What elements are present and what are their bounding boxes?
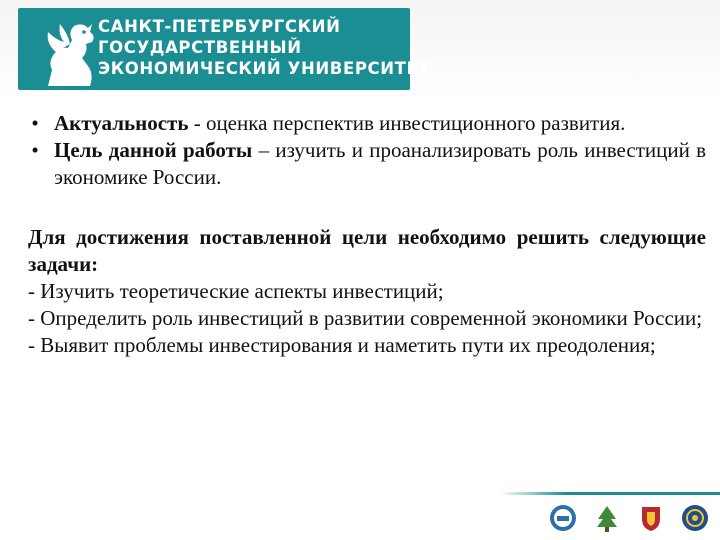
seal-icon bbox=[680, 503, 710, 533]
university-name bbox=[98, 16, 430, 79]
university-banner bbox=[18, 8, 431, 90]
tasks-heading bbox=[28, 224, 706, 278]
bullet-item-relevance bbox=[28, 110, 706, 137]
bullet-marker: • bbox=[31, 138, 39, 162]
task-item: - Выявит проблемы инвестирования и наметить пути их преодоления; bbox=[28, 333, 656, 357]
bullet-marker: • bbox=[31, 111, 39, 135]
bullet-item-goal bbox=[28, 137, 706, 191]
tasks-section bbox=[28, 224, 706, 359]
footer-logos bbox=[548, 500, 718, 536]
bullet-text: – изучить и проанализировать роль инвестиций в экономике России. bbox=[54, 138, 706, 189]
university-name-line-3: ЭКОНОМИЧЕСКИЙ УНИВЕРСИТЕТ bbox=[98, 59, 431, 78]
tasks-heading-text: Для достижения поставленной цели необходимо решить следующие задачи: bbox=[28, 225, 706, 276]
bullet-list bbox=[28, 110, 706, 191]
bullet-text: - оценка перспектив инвестиционного развития. bbox=[188, 111, 626, 135]
slide-content bbox=[28, 110, 706, 359]
task-item: - Определить роль инвестиций в развитии современной экономики России; bbox=[28, 306, 703, 330]
university-name-line-1: САНКТ-ПЕТЕРБУРГСКИЙ bbox=[98, 17, 341, 36]
crest-icon bbox=[636, 503, 666, 533]
university-name-line-2: ГОСУДАРСТВЕННЫЙ bbox=[98, 38, 302, 57]
emblem-icon bbox=[548, 503, 578, 533]
tree-emblem-icon bbox=[592, 503, 622, 533]
bullet-term: Цель данной работы bbox=[54, 138, 253, 162]
footer-divider bbox=[500, 492, 720, 495]
header bbox=[0, 0, 720, 100]
task-item: - Изучить теоретические аспекты инвестиций; bbox=[28, 279, 444, 303]
bullet-term: Актуальность bbox=[54, 111, 189, 135]
